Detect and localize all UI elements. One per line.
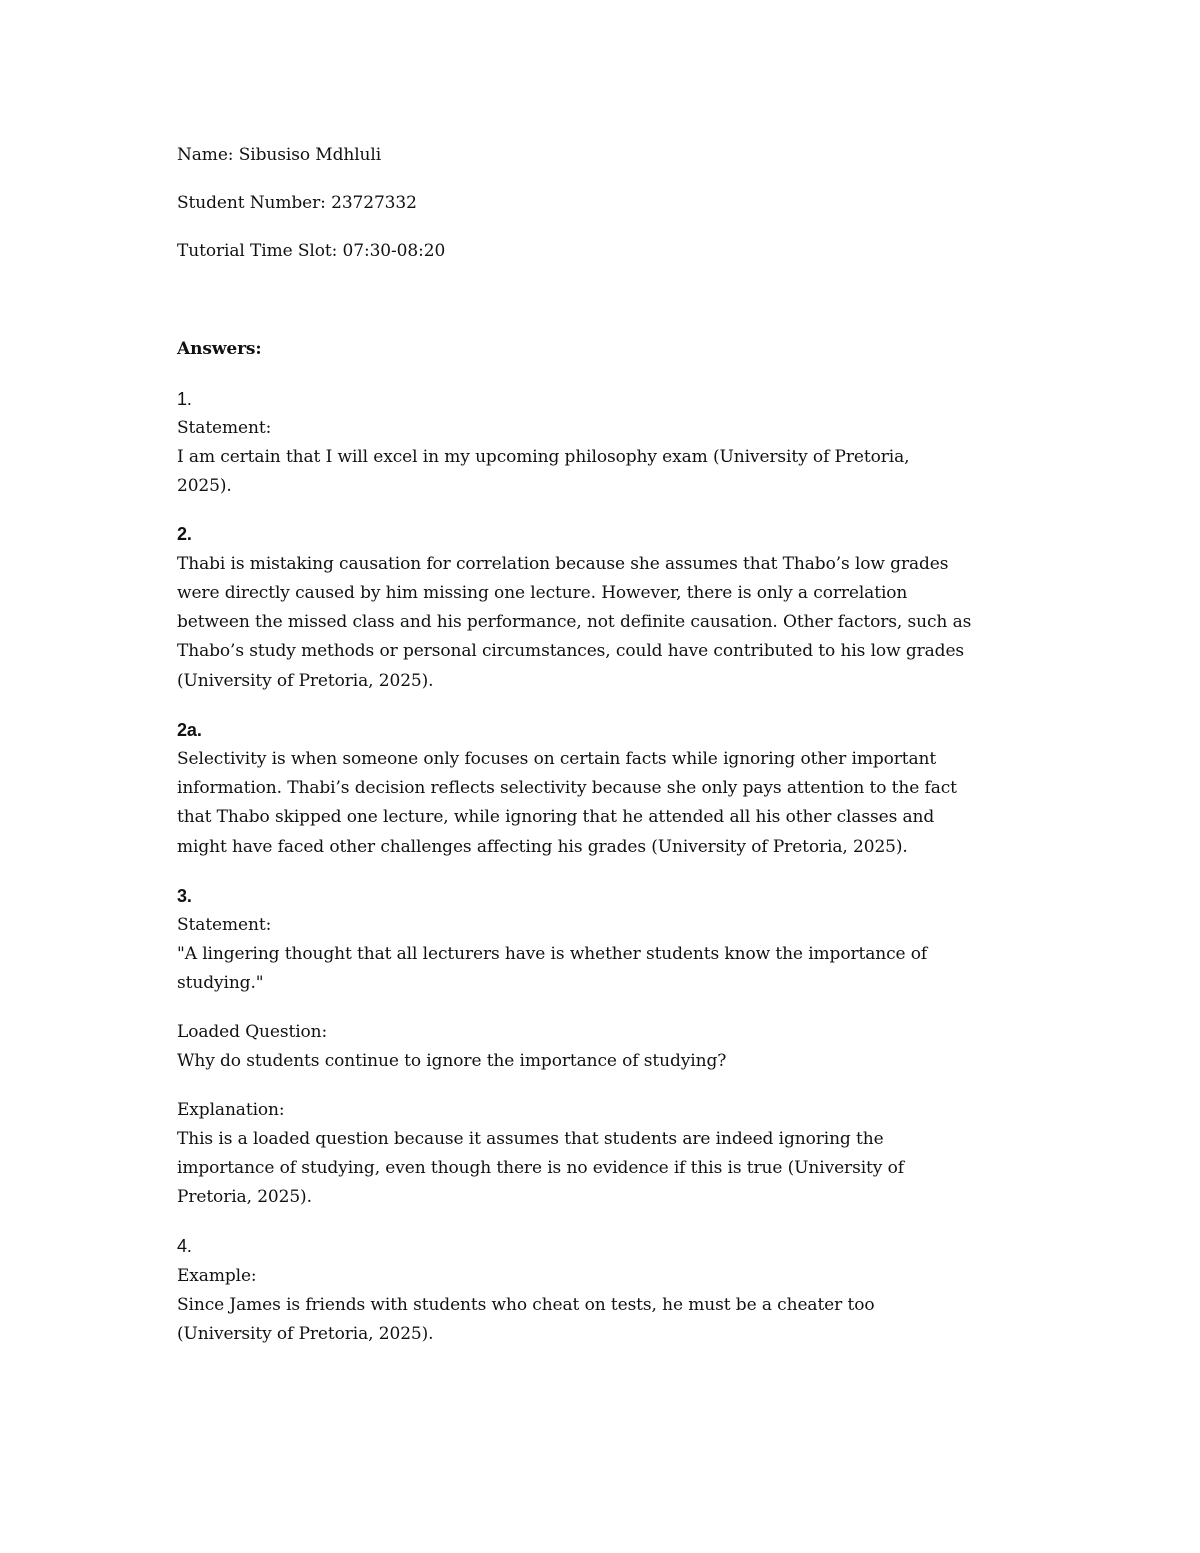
question-3-explanation-label: Explanation: (177, 1100, 285, 1120)
student-number: Student Number: 23727332 (177, 193, 417, 213)
question-2-line-5: (University of Pretoria, 2025). (177, 671, 434, 691)
question-1-label: Statement: (177, 418, 272, 438)
question-4-number: 4. (177, 1236, 192, 1256)
question-2-line-2: were directly caused by him missing one lecture. However, there is only a correlation (177, 583, 908, 603)
answers-heading: Answers: (177, 339, 262, 359)
question-3-statement-line-1: "A lingering thought that all lecturers have is whether students know the importance of (177, 944, 928, 964)
question-3-number: 3. (177, 886, 192, 906)
question-2a-line-4: might have faced other challenges affecting his grades (University of Pretoria, 2025). (177, 837, 908, 857)
question-2-number: 2. (177, 524, 192, 544)
tutorial-time-slot: Tutorial Time Slot: 07:30-08:20 (177, 241, 446, 261)
question-3-loaded-label: Loaded Question: (177, 1022, 328, 1042)
question-3-statement-line-2: studying." (177, 973, 264, 993)
question-3-explanation-line-3: Pretoria, 2025). (177, 1187, 312, 1207)
question-3-explanation-line-1: This is a loaded question because it assumes that students are indeed ignoring the (177, 1129, 884, 1149)
question-2-line-4: Thabo’s study methods or personal circumstances, could have contributed to his low grades (177, 641, 965, 661)
question-2-line-1: Thabi is mistaking causation for correlation because she assumes that Thabo’s low grades (177, 554, 949, 574)
question-1-number: 1. (177, 389, 192, 409)
question-2a-line-2: information. Thabi’s decision reflects selectivity because she only pays attention to the fact (177, 778, 957, 798)
question-4-label: Example: (177, 1266, 257, 1286)
question-3-statement-label: Statement: (177, 915, 272, 935)
question-2a-line-3: that Thabo skipped one lecture, while ignoring that he attended all his other classes and (177, 807, 935, 827)
question-2a-line-1: Selectivity is when someone only focuses on certain facts while ignoring other important (177, 749, 937, 769)
question-2-line-3: between the missed class and his performance, not definite causation. Other factors, such as (177, 612, 972, 632)
question-1-line-1: I am certain that I will excel in my upcoming philosophy exam (University of Pretoria, (177, 447, 910, 467)
question-2a-number: 2a. (177, 720, 202, 740)
question-1-line-2: 2025). (177, 476, 232, 496)
question-4-line-1: Since James is friends with students who cheat on tests, he must be a cheater too (177, 1295, 875, 1315)
question-3-explanation-line-2: importance of studying, even though there is no evidence if this is true (University of (177, 1158, 904, 1178)
student-name: Name: Sibusiso Mdhluli (177, 145, 382, 165)
question-3-loaded-line-1: Why do students continue to ignore the importance of studying? (177, 1051, 727, 1071)
question-4-line-2: (University of Pretoria, 2025). (177, 1324, 434, 1344)
